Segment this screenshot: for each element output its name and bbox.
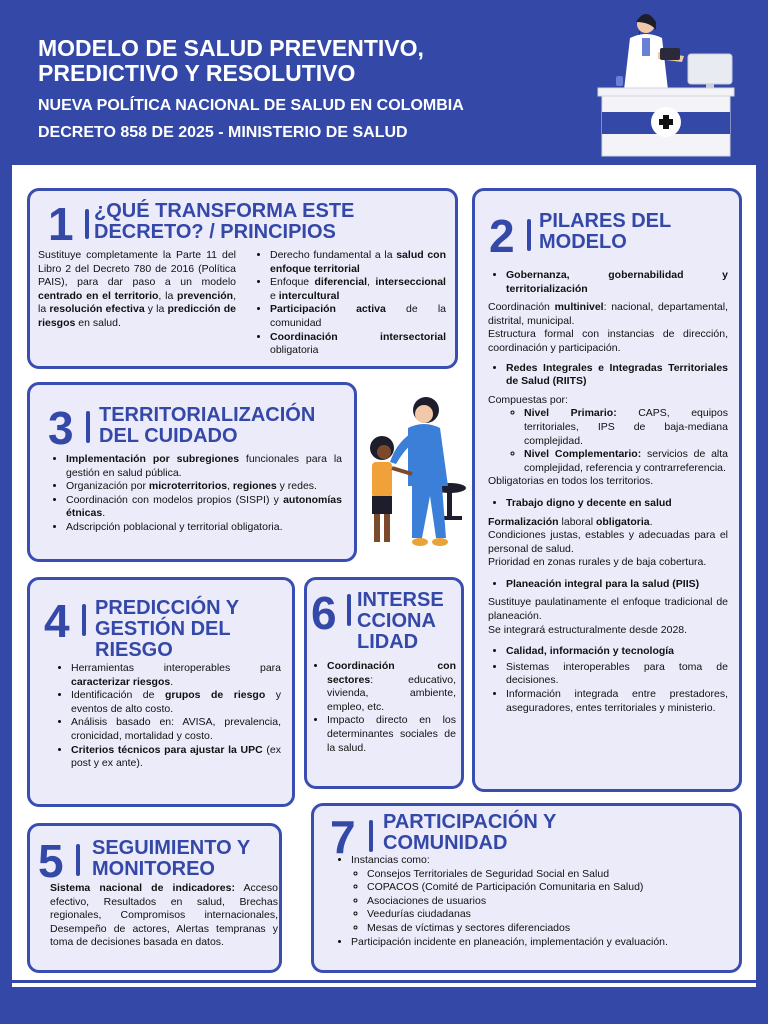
doctor-at-desk-illustration bbox=[596, 8, 741, 160]
doctor-with-child-illustration bbox=[362, 390, 472, 555]
list-item: • Derecho fundamental a la salud con enfoque territorial bbox=[270, 249, 446, 276]
list-item: • Instancias como: bbox=[351, 854, 727, 868]
page-title: MODELO DE SALUD PREVENTIVO, PREDICTIVO Y RESOLUTIVO bbox=[38, 35, 424, 86]
decree-label: DECRETO 858 DE 2025 - MINISTERIO DE SALUD bbox=[38, 124, 408, 141]
divider bbox=[86, 411, 90, 443]
intersectoral-list bbox=[313, 660, 456, 755]
divider bbox=[347, 594, 351, 626]
monitoring-text: Sistema nacional de indicadores: Acceso efectivo, Resultados en salud, Brechas regionales, Compromisos internacionales, Desempeño de actores, Alertas tempranas y toma de decisiones basada en datos. bbox=[50, 882, 278, 949]
list-item: • Herramientas interoperables para caracterizar riesgos. bbox=[71, 662, 281, 689]
section-title: PILARES DEL MODELO bbox=[539, 210, 671, 253]
section-title: PARTICIPACIÓN Y COMUNIDAD bbox=[383, 811, 556, 854]
page-subtitle: NUEVA POLÍTICA NACIONAL DE SALUD EN COLOMBIA bbox=[38, 97, 464, 114]
divider bbox=[85, 209, 89, 239]
section-number: 6 bbox=[311, 587, 337, 639]
divider bbox=[82, 604, 86, 636]
risk-management-list bbox=[57, 662, 281, 771]
section-1-card bbox=[27, 188, 458, 369]
list-item: ◦ COPACOS (Comité de Participación Comunitaria en Salud) bbox=[367, 881, 727, 895]
section-5-card bbox=[27, 823, 282, 973]
divider bbox=[76, 844, 80, 876]
section-2-card bbox=[472, 188, 742, 792]
list-item: ◦ Asociaciones de usuarios bbox=[367, 895, 727, 909]
list-item: • Coordinación intersectorial obligatoria bbox=[270, 331, 446, 358]
list-item: ◦ Veedurías ciudadanas bbox=[367, 908, 727, 922]
list-item: • Participación activa de la comunidad bbox=[270, 303, 446, 330]
section-3-card bbox=[27, 382, 357, 562]
divider bbox=[527, 219, 531, 251]
list-item: • Enfoque diferencial, interseccional e intercultural bbox=[270, 276, 446, 303]
section-number: 1 bbox=[48, 198, 74, 250]
section-title: SEGUIMIENTO Y MONITOREO bbox=[92, 837, 250, 880]
list-item: • Impacto directo en los determinantes sociales de la salud. bbox=[327, 714, 456, 755]
divider bbox=[369, 820, 373, 852]
territorialization-list bbox=[52, 453, 342, 535]
section-number: 7 bbox=[330, 811, 356, 863]
section-6-card bbox=[304, 577, 464, 789]
section-number: 2 bbox=[489, 210, 515, 262]
footer-source: FUENTE: DECRETO 858 DE 2025 bbox=[35, 991, 254, 1007]
list-item: ◦ Mesas de víctimas y sectores diferenciados bbox=[367, 922, 727, 936]
footer-creator: CREADOR: ALEJANDRO FORERO bbox=[488, 991, 718, 1007]
list-item: • Coordinación con modelos propios (SISPI) y autonomías étnicas. bbox=[66, 494, 342, 521]
pillars-content: • Gobernanza, gobernabilidad y territorialización Coordinación multinivel: nacional, departamental, distrital, municipal. Estructura formal con instancias de dirección, coordinación y participación. • Redes Integrales e Integradas Territoriales de Salud (RIITS) Compuestas por: ◦ Nivel Primario: CAPS, equipos territoriales, IPS de baja-mediana complejidad. ◦ Nivel Complementario: servicios de alta complejidad, referencia y contrarreferencia. Obligatorias en todos los territorios. • Trabajo digno y decente en salud Formalización laboral obligatoria. Condiciones justas, estables y adecuadas para el personal de salud. Prioridad en zonas rurales y de baja cobertura. • Planeación integral para la salud (PIIS) Sustituye paulatinamente el enfoque tradicional de planeación. Se integrará estructuralmente desde 2028. • Calidad, información y tecnología • Sistemas interoperables para toma de decisiones. • Información integrada entre prestadores, aseguradores, entes territoriales y ministerio. bbox=[488, 269, 728, 715]
section-title: INTERSE CCIONA LIDAD bbox=[357, 589, 444, 653]
section-1-intro: Sustituye completamente la Parte 11 del Libro 2 del Decreto 780 de 2016 (Política PAIS), para dar paso a un modelo centrado en el territorio, la prevención, la resolución efectiva y la predicción de riesgos en salud. bbox=[38, 249, 236, 329]
list-item: • Análisis basado en: AVISA, prevalencia, cronicidad, mortalidad y costo. bbox=[71, 716, 281, 743]
participation-list bbox=[337, 854, 727, 949]
list-item: • Participación incidente en planeación, implementación y evaluación. bbox=[351, 936, 727, 950]
section-number: 5 bbox=[38, 835, 64, 887]
list-item: • Organización por microterritorios, regiones y redes. bbox=[66, 480, 342, 494]
list-item: • Coordinación con sectores: educativo, vivienda, ambiente, empleo, etc. bbox=[327, 660, 456, 714]
principles-list bbox=[256, 249, 446, 358]
section-title: ¿QUÉ TRANSFORMA ESTE DECRETO? / PRINCIPIOS bbox=[94, 200, 355, 243]
list-item: • Adscripción poblacional y territorial obligatoria. bbox=[66, 521, 342, 535]
section-title: TERRITORIALIZACIÓN DEL CUIDADO bbox=[99, 404, 316, 447]
section-4-card bbox=[27, 577, 295, 807]
list-item: ◦ Consejos Territoriales de Seguridad Social en Salud bbox=[367, 868, 727, 882]
section-number: 4 bbox=[44, 595, 70, 647]
list-item: • Implementación por subregiones funcionales para la gestión en salud pública. bbox=[66, 453, 342, 480]
footer-divider bbox=[12, 980, 756, 983]
section-7-card bbox=[311, 803, 742, 973]
list-item: • Criterios técnicos para ajustar la UPC (ex post y ex ante). bbox=[71, 744, 281, 771]
list-item: • Identificación de grupos de riesgo y eventos de alto costo. bbox=[71, 689, 281, 716]
section-title: PREDICCIÓN Y GESTIÓN DEL RIESGO bbox=[95, 597, 239, 661]
section-number: 3 bbox=[48, 402, 74, 454]
